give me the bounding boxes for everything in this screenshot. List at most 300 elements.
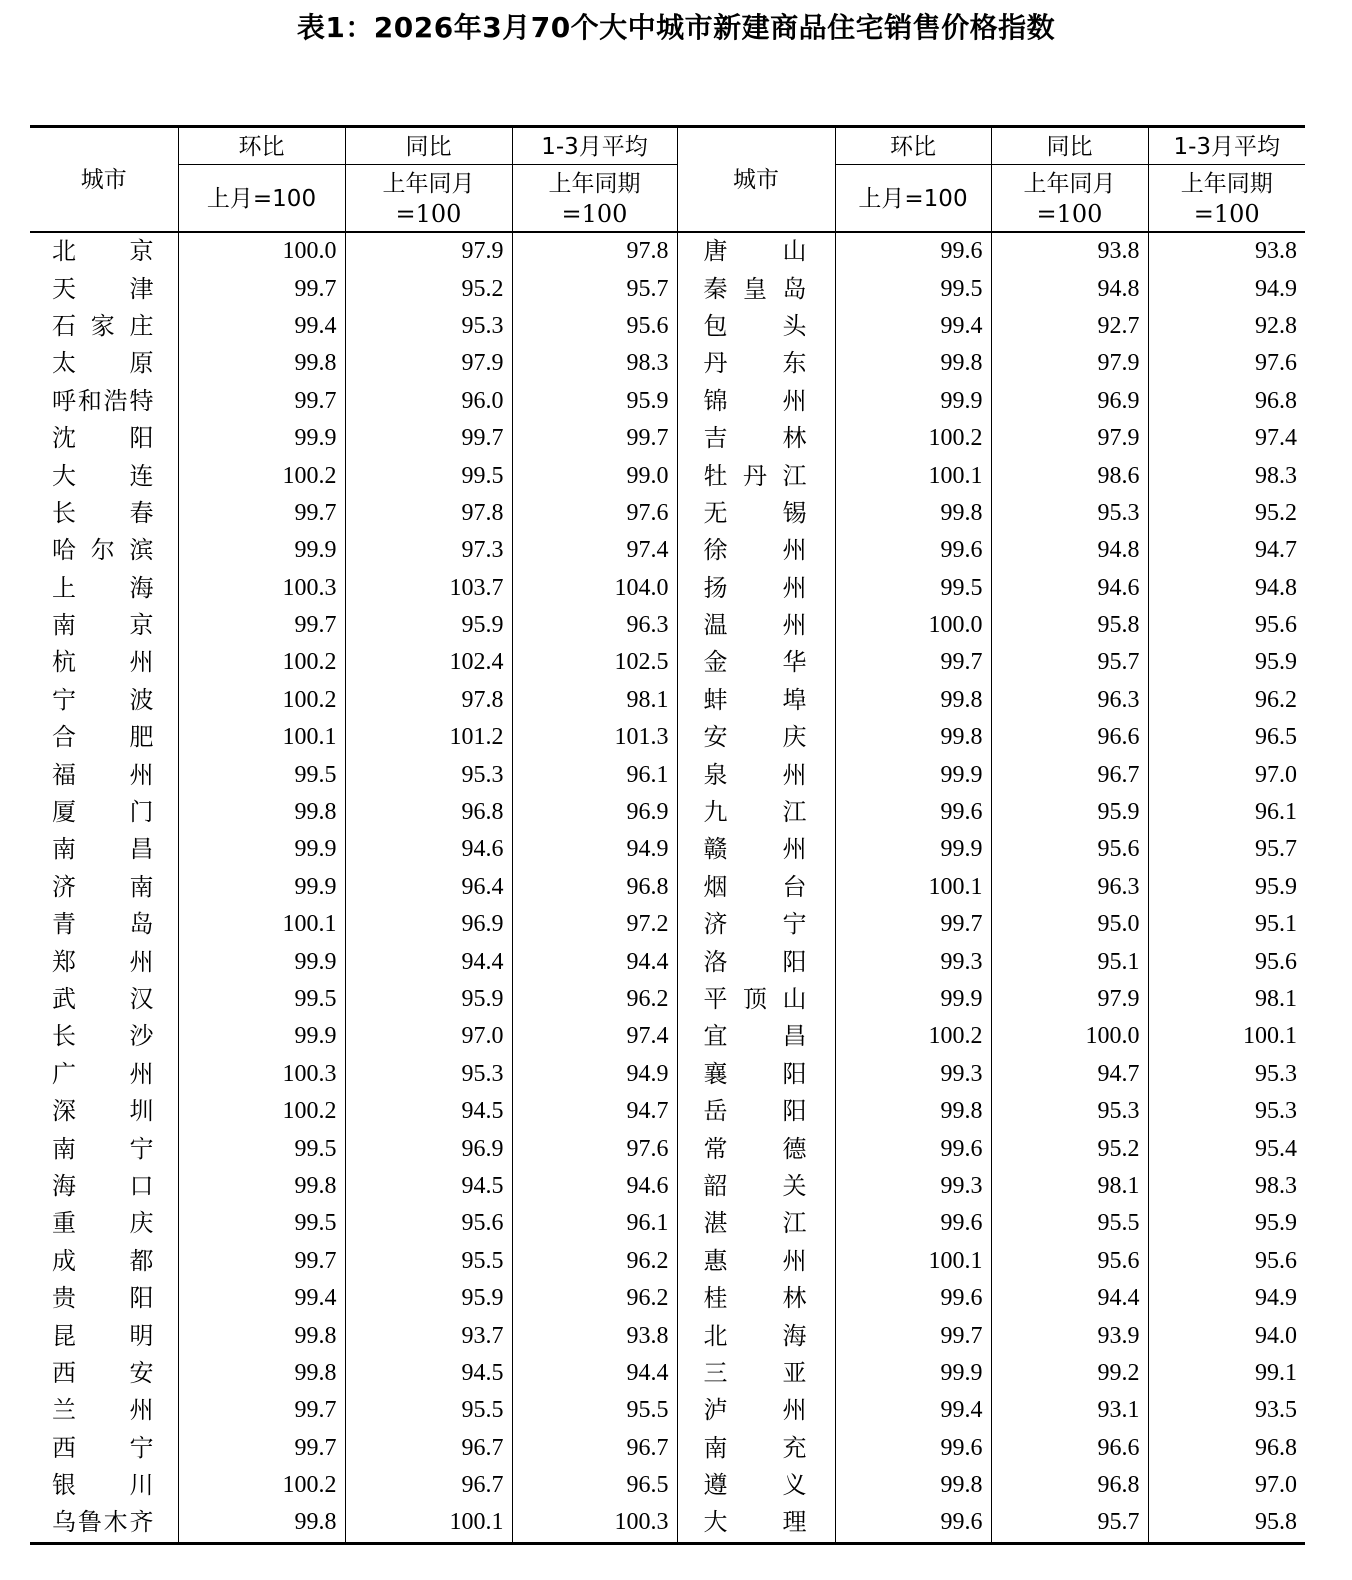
- avg-value-left: 96.1: [512, 756, 677, 793]
- avg-value-left: 97.6: [512, 495, 677, 532]
- mom-value-left: 99.4: [178, 308, 345, 345]
- city-name-right: 湛江: [677, 1205, 835, 1242]
- mom-value-right: 100.2: [835, 1018, 991, 1055]
- avg-value-right: 95.2: [1148, 495, 1305, 532]
- city-name-right: 大理: [677, 1504, 835, 1543]
- avg-value-right: 94.9: [1148, 270, 1305, 307]
- table-row: [30, 308, 1305, 345]
- avg-value-right: 97.0: [1148, 1467, 1305, 1504]
- table-row: [30, 644, 1305, 681]
- avg-value-left: 96.1: [512, 1205, 677, 1242]
- avg-value-right: 94.9: [1148, 1280, 1305, 1317]
- city-name-left: 银川: [52, 1471, 154, 1500]
- mom-header-left: 环比: [178, 127, 345, 165]
- mom-value-right: 99.9: [835, 1355, 991, 1392]
- avg-value-left: 101.3: [512, 719, 677, 756]
- city-name-left: 广州: [52, 1059, 154, 1088]
- yoy-value-right: 100.0: [991, 1018, 1148, 1055]
- city-name-left: 哈尔滨: [52, 536, 154, 565]
- city-name-left: 上海: [52, 573, 154, 602]
- avg-value-right: 98.3: [1148, 457, 1305, 494]
- mom-value-left: 99.7: [178, 495, 345, 532]
- table-row: [30, 1355, 1305, 1392]
- avg-value-right: 93.5: [1148, 1392, 1305, 1429]
- mom-value-left: 99.9: [178, 1018, 345, 1055]
- yoy-value-left: 100.1: [345, 1504, 512, 1543]
- avg-value-right: 95.8: [1148, 1504, 1305, 1543]
- yoy-value-left: 93.7: [345, 1317, 512, 1354]
- city-name-left: 厦门: [52, 798, 154, 827]
- city-name-right: 三亚: [677, 1355, 835, 1392]
- city-name-right: 岳阳: [677, 1093, 835, 1130]
- city-name-right: 泸州: [677, 1392, 835, 1429]
- table-header: [30, 127, 1305, 233]
- table-row: [30, 1056, 1305, 1093]
- avg-value-right: 93.8: [1148, 232, 1305, 270]
- table-row: [30, 270, 1305, 307]
- yoy-value-right: 95.1: [991, 943, 1148, 980]
- yoy-value-right: 96.3: [991, 869, 1148, 906]
- city-name-left: 福州: [52, 760, 154, 789]
- mom-value-left: 100.3: [178, 570, 345, 607]
- avg-value-left: 96.2: [512, 981, 677, 1018]
- yoy-value-left: 99.5: [345, 457, 512, 494]
- mom-base-left: 上月=100: [178, 165, 345, 233]
- yoy-value-left: 97.0: [345, 1018, 512, 1055]
- avg-value-left: 104.0: [512, 570, 677, 607]
- avg-value-right: 96.8: [1148, 383, 1305, 420]
- city-name-left: 长春: [52, 498, 154, 527]
- mom-value-right: 99.8: [835, 345, 991, 382]
- avg-base-left: 上年同期 =100: [512, 165, 677, 233]
- avg-value-right: 95.1: [1148, 906, 1305, 943]
- table-row: [30, 1018, 1305, 1055]
- yoy-value-left: 96.0: [345, 383, 512, 420]
- table-row: [30, 1093, 1305, 1130]
- mom-value-right: 100.0: [835, 607, 991, 644]
- yoy-value-right: 93.8: [991, 232, 1148, 270]
- city-name-right: 包头: [677, 308, 835, 345]
- mom-value-right: 99.5: [835, 570, 991, 607]
- city-name-right: 惠州: [677, 1243, 835, 1280]
- mom-value-left: 99.7: [178, 270, 345, 307]
- mom-value-left: 99.7: [178, 1243, 345, 1280]
- yoy-value-right: 94.8: [991, 532, 1148, 569]
- mom-value-left: 100.1: [178, 719, 345, 756]
- avg-value-left: 96.3: [512, 607, 677, 644]
- yoy-header-right: 同比: [991, 127, 1148, 165]
- city-name-left: 兰州: [52, 1396, 154, 1425]
- city-name-right: 南充: [677, 1430, 835, 1467]
- avg-value-left: 95.6: [512, 308, 677, 345]
- yoy-value-right: 95.2: [991, 1130, 1148, 1167]
- yoy-value-left: 97.3: [345, 532, 512, 569]
- avg-value-left: 96.5: [512, 1467, 677, 1504]
- avg-value-right: 92.8: [1148, 308, 1305, 345]
- yoy-value-left: 95.9: [345, 1280, 512, 1317]
- table-row: [30, 943, 1305, 980]
- avg-value-right: 95.4: [1148, 1130, 1305, 1167]
- avg-value-left: 102.5: [512, 644, 677, 681]
- avg-value-left: 98.1: [512, 682, 677, 719]
- table-row: [30, 420, 1305, 457]
- yoy-value-right: 98.6: [991, 457, 1148, 494]
- avg-value-left: 98.3: [512, 345, 677, 382]
- city-column-header-right: 城市: [677, 127, 835, 233]
- mom-value-right: 99.9: [835, 756, 991, 793]
- table-row: [30, 1243, 1305, 1280]
- avg-value-right: 99.1: [1148, 1355, 1305, 1392]
- avg-value-left: 96.9: [512, 794, 677, 831]
- yoy-value-left: 95.5: [345, 1392, 512, 1429]
- mom-value-left: 100.0: [178, 232, 345, 270]
- city-name-right: 扬州: [677, 570, 835, 607]
- mom-value-left: 100.2: [178, 457, 345, 494]
- mom-header-right: 环比: [835, 127, 991, 165]
- city-name-left: 石家庄: [52, 311, 154, 340]
- city-name-right: 桂林: [677, 1280, 835, 1317]
- city-name-left: 沈阳: [52, 424, 154, 453]
- avg-header-left: 1-3月平均: [512, 127, 677, 165]
- mom-value-left: 99.5: [178, 756, 345, 793]
- avg-value-left: 99.7: [512, 420, 677, 457]
- yoy-value-left: 99.7: [345, 420, 512, 457]
- yoy-value-right: 96.9: [991, 383, 1148, 420]
- mom-value-right: 99.8: [835, 495, 991, 532]
- mom-value-left: 99.5: [178, 1205, 345, 1242]
- mom-value-right: 99.5: [835, 270, 991, 307]
- city-name-left: 成都: [52, 1246, 154, 1275]
- mom-value-left: 99.7: [178, 1430, 345, 1467]
- table-row: [30, 1430, 1305, 1467]
- yoy-value-left: 96.4: [345, 869, 512, 906]
- yoy-value-left: 103.7: [345, 570, 512, 607]
- yoy-value-left: 95.3: [345, 308, 512, 345]
- mom-value-right: 99.6: [835, 1205, 991, 1242]
- city-name-left: 天津: [52, 274, 154, 303]
- yoy-value-right: 96.6: [991, 719, 1148, 756]
- mom-value-right: 100.1: [835, 457, 991, 494]
- yoy-value-right: 95.6: [991, 1243, 1148, 1280]
- avg-value-left: 97.4: [512, 1018, 677, 1055]
- city-name-right: 泉州: [677, 756, 835, 793]
- mom-value-right: 99.6: [835, 1504, 991, 1543]
- table-row: [30, 981, 1305, 1018]
- yoy-value-right: 95.9: [991, 794, 1148, 831]
- yoy-value-left: 101.2: [345, 719, 512, 756]
- mom-value-right: 99.8: [835, 1467, 991, 1504]
- yoy-value-left: 94.5: [345, 1168, 512, 1205]
- yoy-value-right: 95.8: [991, 607, 1148, 644]
- avg-value-left: 96.2: [512, 1280, 677, 1317]
- city-name-right: 安庆: [677, 719, 835, 756]
- avg-value-right: 94.0: [1148, 1317, 1305, 1354]
- mom-value-left: 99.7: [178, 383, 345, 420]
- city-name-right: 温州: [677, 607, 835, 644]
- avg-value-left: 96.7: [512, 1430, 677, 1467]
- city-name-right: 常德: [677, 1130, 835, 1167]
- mom-value-right: 100.1: [835, 869, 991, 906]
- mom-value-left: 99.8: [178, 1317, 345, 1354]
- city-name-right: 唐山: [677, 232, 835, 270]
- yoy-value-right: 95.3: [991, 495, 1148, 532]
- avg-value-right: 98.3: [1148, 1168, 1305, 1205]
- yoy-value-left: 95.3: [345, 756, 512, 793]
- yoy-value-left: 96.8: [345, 794, 512, 831]
- avg-value-left: 94.7: [512, 1093, 677, 1130]
- avg-value-right: 95.6: [1148, 607, 1305, 644]
- avg-value-left: 100.3: [512, 1504, 677, 1543]
- avg-value-left: 95.9: [512, 383, 677, 420]
- city-name-left: 合肥: [52, 723, 154, 752]
- mom-value-right: 99.6: [835, 1280, 991, 1317]
- yoy-base-left: 上年同月 =100: [345, 165, 512, 233]
- yoy-value-left: 96.9: [345, 1130, 512, 1167]
- avg-value-right: 97.4: [1148, 420, 1305, 457]
- avg-value-right: 96.5: [1148, 719, 1305, 756]
- yoy-value-left: 96.9: [345, 906, 512, 943]
- mom-value-left: 99.8: [178, 1168, 345, 1205]
- mom-value-left: 99.9: [178, 831, 345, 868]
- yoy-value-right: 97.9: [991, 420, 1148, 457]
- city-name-right: 烟台: [677, 869, 835, 906]
- table-row: [30, 831, 1305, 868]
- yoy-value-left: 94.4: [345, 943, 512, 980]
- city-name-left: 呼和浩特: [52, 386, 154, 415]
- city-name-left: 太原: [52, 349, 154, 378]
- mom-value-right: 99.7: [835, 1317, 991, 1354]
- mom-value-left: 99.9: [178, 420, 345, 457]
- city-name-right: 宜昌: [677, 1018, 835, 1055]
- avg-value-right: 97.0: [1148, 756, 1305, 793]
- city-name-left: 西宁: [52, 1433, 154, 1462]
- avg-value-left: 97.8: [512, 232, 677, 270]
- table-row: [30, 232, 1305, 270]
- city-name-right: 无锡: [677, 495, 835, 532]
- yoy-header-left: 同比: [345, 127, 512, 165]
- city-name-right: 北海: [677, 1317, 835, 1354]
- avg-value-right: 95.9: [1148, 644, 1305, 681]
- yoy-value-right: 94.7: [991, 1056, 1148, 1093]
- city-name-left: 大连: [52, 461, 154, 490]
- page-title: 表1：2026年3月70个大中城市新建商品住宅销售价格指数: [296, 11, 1056, 44]
- mom-value-right: 99.8: [835, 719, 991, 756]
- yoy-value-right: 97.9: [991, 981, 1148, 1018]
- city-name-left: 郑州: [52, 947, 154, 976]
- mom-value-right: 100.2: [835, 420, 991, 457]
- mom-value-right: 99.9: [835, 383, 991, 420]
- yoy-value-right: 95.7: [991, 644, 1148, 681]
- city-name-left: 青岛: [52, 910, 154, 939]
- city-name-right: 九江: [677, 794, 835, 831]
- mom-value-left: 99.4: [178, 1280, 345, 1317]
- avg-value-right: 96.2: [1148, 682, 1305, 719]
- yoy-value-right: 94.8: [991, 270, 1148, 307]
- avg-value-left: 94.6: [512, 1168, 677, 1205]
- avg-value-right: 95.3: [1148, 1093, 1305, 1130]
- table-row: [30, 756, 1305, 793]
- mom-value-right: 99.3: [835, 1056, 991, 1093]
- mom-value-right: 99.3: [835, 943, 991, 980]
- mom-value-right: 99.3: [835, 1168, 991, 1205]
- avg-value-right: 98.1: [1148, 981, 1305, 1018]
- mom-value-left: 99.9: [178, 869, 345, 906]
- table-row: [30, 869, 1305, 906]
- avg-value-left: 97.6: [512, 1130, 677, 1167]
- yoy-value-right: 93.9: [991, 1317, 1148, 1354]
- table-row: [30, 1392, 1305, 1429]
- city-name-left: 乌鲁木齐: [52, 1508, 154, 1537]
- avg-value-right: 96.8: [1148, 1430, 1305, 1467]
- city-name-right: 锦州: [677, 383, 835, 420]
- mom-value-right: 99.6: [835, 1430, 991, 1467]
- yoy-value-right: 95.5: [991, 1205, 1148, 1242]
- city-name-right: 蚌埠: [677, 682, 835, 719]
- table-row: [30, 532, 1305, 569]
- city-name-right: 平顶山: [677, 981, 835, 1018]
- city-name-right: 济宁: [677, 906, 835, 943]
- yoy-value-right: 98.1: [991, 1168, 1148, 1205]
- table-row: [30, 457, 1305, 494]
- yoy-value-right: 96.6: [991, 1430, 1148, 1467]
- avg-value-left: 94.4: [512, 943, 677, 980]
- avg-value-right: 95.9: [1148, 869, 1305, 906]
- city-name-left: 武汉: [52, 985, 154, 1013]
- yoy-base-right: 上年同月 =100: [991, 165, 1148, 233]
- avg-value-right: 95.6: [1148, 1243, 1305, 1280]
- city-name-right: 吉林: [677, 420, 835, 457]
- mom-value-right: 99.6: [835, 532, 991, 569]
- avg-value-right: 94.8: [1148, 570, 1305, 607]
- table-row: [30, 607, 1305, 644]
- city-name-left: 南昌: [52, 835, 154, 864]
- yoy-value-left: 96.7: [345, 1430, 512, 1467]
- mom-value-right: 99.9: [835, 831, 991, 868]
- city-name-right: 丹东: [677, 345, 835, 382]
- city-name-left: 昆明: [52, 1321, 154, 1350]
- mom-value-right: 99.6: [835, 794, 991, 831]
- yoy-value-left: 94.6: [345, 831, 512, 868]
- city-name-right: 赣州: [677, 831, 835, 868]
- avg-value-left: 96.2: [512, 1243, 677, 1280]
- avg-value-right: 94.7: [1148, 532, 1305, 569]
- table-row: [30, 383, 1305, 420]
- avg-value-left: 96.8: [512, 869, 677, 906]
- mom-value-left: 100.1: [178, 906, 345, 943]
- avg-value-right: 100.1: [1148, 1018, 1305, 1055]
- city-name-right: 秦皇岛: [677, 270, 835, 307]
- city-name-left: 重庆: [52, 1209, 154, 1238]
- yoy-value-left: 95.5: [345, 1243, 512, 1280]
- yoy-value-right: 96.7: [991, 756, 1148, 793]
- mom-value-left: 99.8: [178, 1355, 345, 1392]
- mom-value-right: 99.8: [835, 1093, 991, 1130]
- city-name-left: 长沙: [52, 1022, 154, 1051]
- yoy-value-left: 95.3: [345, 1056, 512, 1093]
- table-row: [30, 1205, 1305, 1242]
- city-name-right: 徐州: [677, 532, 835, 569]
- mom-value-left: 99.5: [178, 1130, 345, 1167]
- city-name-left: 贵阳: [52, 1284, 154, 1313]
- mom-value-left: 100.2: [178, 1093, 345, 1130]
- yoy-value-left: 96.7: [345, 1467, 512, 1504]
- yoy-value-right: 99.2: [991, 1355, 1148, 1392]
- city-name-left: 济南: [52, 872, 154, 901]
- mom-value-right: 99.9: [835, 981, 991, 1018]
- city-name-left: 南宁: [52, 1134, 154, 1163]
- yoy-value-right: 95.0: [991, 906, 1148, 943]
- yoy-value-left: 95.2: [345, 270, 512, 307]
- city-name-left: 南京: [52, 611, 154, 640]
- table-row: [30, 1130, 1305, 1167]
- yoy-value-left: 97.9: [345, 345, 512, 382]
- mom-value-right: 99.4: [835, 308, 991, 345]
- avg-value-left: 95.5: [512, 1392, 677, 1429]
- table-row: [30, 495, 1305, 532]
- avg-value-right: 95.6: [1148, 943, 1305, 980]
- city-column-header-left: 城市: [30, 127, 178, 233]
- table-row: [30, 1504, 1305, 1543]
- avg-value-left: 94.9: [512, 1056, 677, 1093]
- table-row: [30, 1467, 1305, 1504]
- yoy-value-left: 95.9: [345, 981, 512, 1018]
- city-name-right: 遵义: [677, 1467, 835, 1504]
- city-name-left: 深圳: [52, 1097, 154, 1126]
- price-index-table: [30, 125, 1305, 1545]
- mom-value-right: 99.7: [835, 906, 991, 943]
- table-row: [30, 1317, 1305, 1354]
- yoy-value-left: 94.5: [345, 1093, 512, 1130]
- city-name-left: 杭州: [52, 648, 154, 677]
- city-name-right: 襄阳: [677, 1056, 835, 1093]
- avg-value-right: 97.6: [1148, 345, 1305, 382]
- yoy-value-right: 93.1: [991, 1392, 1148, 1429]
- table-row: [30, 719, 1305, 756]
- mom-value-right: 99.6: [835, 232, 991, 270]
- table-row: [30, 906, 1305, 943]
- yoy-value-left: 97.8: [345, 495, 512, 532]
- table-row: [30, 1168, 1305, 1205]
- mom-value-right: 99.6: [835, 1130, 991, 1167]
- mom-value-right: 99.7: [835, 644, 991, 681]
- yoy-value-left: 97.8: [345, 682, 512, 719]
- avg-value-right: 95.3: [1148, 1056, 1305, 1093]
- avg-value-right: 95.7: [1148, 831, 1305, 868]
- mom-value-left: 100.2: [178, 1467, 345, 1504]
- avg-value-left: 94.4: [512, 1355, 677, 1392]
- yoy-value-left: 97.9: [345, 232, 512, 270]
- yoy-value-right: 96.8: [991, 1467, 1148, 1504]
- mom-value-left: 99.8: [178, 794, 345, 831]
- mom-base-right: 上月=100: [835, 165, 991, 233]
- avg-value-right: 95.9: [1148, 1205, 1305, 1242]
- yoy-value-right: 96.3: [991, 682, 1148, 719]
- mom-value-left: 99.9: [178, 532, 345, 569]
- table-body: [30, 232, 1305, 1543]
- avg-value-left: 99.0: [512, 457, 677, 494]
- city-name-right: 金华: [677, 644, 835, 681]
- yoy-value-right: 95.7: [991, 1504, 1148, 1543]
- mom-value-right: 99.8: [835, 682, 991, 719]
- avg-value-left: 97.4: [512, 532, 677, 569]
- yoy-value-left: 102.4: [345, 644, 512, 681]
- yoy-value-right: 95.6: [991, 831, 1148, 868]
- city-name-right: 牡丹江: [677, 457, 835, 494]
- city-name-left: 海口: [52, 1171, 154, 1200]
- yoy-value-left: 95.6: [345, 1205, 512, 1242]
- avg-value-left: 94.9: [512, 831, 677, 868]
- table-row: [30, 794, 1305, 831]
